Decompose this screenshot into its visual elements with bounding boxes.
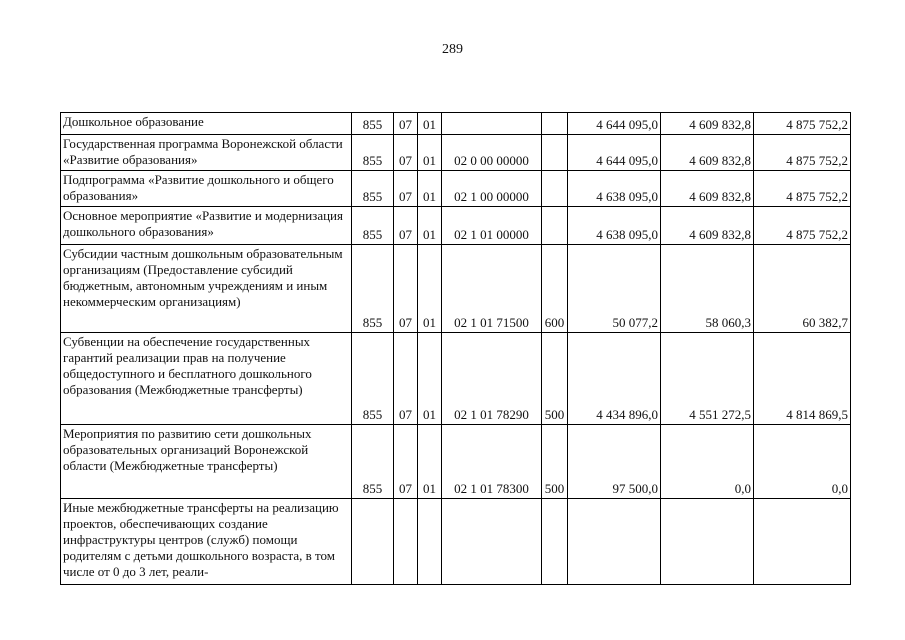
- amount-year2-cell: [661, 499, 754, 585]
- expense-type-cell: [542, 135, 568, 171]
- grbs-code-cell: 855: [352, 171, 394, 207]
- row-name-cell: Мероприятия по развитию сети дошкольных образовательных организаций Воронежской области (Межбюджетные трансферты): [61, 425, 352, 499]
- grbs-code-cell: 855: [352, 113, 394, 135]
- row-name-cell: Дошкольное образование: [61, 113, 352, 135]
- subsection-code-cell: [418, 499, 442, 585]
- table-row: [61, 425, 851, 499]
- amount-year3-cell: 4 875 752,2: [754, 171, 851, 207]
- target-article-cell: 02 1 01 78290: [442, 333, 542, 425]
- amount-year3-cell: 4 875 752,2: [754, 207, 851, 245]
- grbs-code-cell: 855: [352, 207, 394, 245]
- row-name-cell: Основное мероприятие «Развитие и модернизация дошкольного образования»: [61, 207, 352, 245]
- amount-year1-cell: 4 644 095,0: [568, 135, 661, 171]
- grbs-code-cell: 855: [352, 245, 394, 333]
- subsection-code-cell: 01: [418, 333, 442, 425]
- amount-year2-cell: 4 609 832,8: [661, 113, 754, 135]
- section-code-cell: 07: [394, 113, 418, 135]
- expense-type-cell: [542, 113, 568, 135]
- amount-year3-cell: 4 875 752,2: [754, 135, 851, 171]
- section-code-cell: 07: [394, 245, 418, 333]
- amount-year1-cell: [568, 499, 661, 585]
- subsection-code-cell: 01: [418, 207, 442, 245]
- table-row: [61, 135, 851, 171]
- amount-year3-cell: 4 814 869,5: [754, 333, 851, 425]
- amount-year3-cell: 0,0: [754, 425, 851, 499]
- subsection-code-cell: 01: [418, 425, 442, 499]
- target-article-cell: [442, 499, 542, 585]
- amount-year2-cell: 0,0: [661, 425, 754, 499]
- row-name-cell: Субсидии частным дошкольным образовательным организациям (Предоставление субсидий бюджетным, автономным учреждениям и иным некоммерческим организациям): [61, 245, 352, 333]
- section-code-cell: 07: [394, 171, 418, 207]
- amount-year1-cell: 50 077,2: [568, 245, 661, 333]
- grbs-code-cell: [352, 499, 394, 585]
- expense-type-cell: 500: [542, 333, 568, 425]
- section-code-cell: 07: [394, 135, 418, 171]
- table-row: [61, 113, 851, 135]
- amount-year2-cell: 4 609 832,8: [661, 207, 754, 245]
- target-article-cell: 02 0 00 00000: [442, 135, 542, 171]
- expense-type-cell: [542, 499, 568, 585]
- expense-type-cell: 500: [542, 425, 568, 499]
- table-row: [61, 333, 851, 425]
- budget-table: [60, 112, 851, 585]
- amount-year2-cell: 4 551 272,5: [661, 333, 754, 425]
- subsection-code-cell: 01: [418, 171, 442, 207]
- row-name-cell: Подпрограмма «Развитие дошкольного и общего образования»: [61, 171, 352, 207]
- table-row: [61, 207, 851, 245]
- amount-year3-cell: [754, 499, 851, 585]
- row-name-cell: Субвенции на обеспечение государственных гарантий реализации прав на получение общедоступного и бесплатного дошкольного образования (Межбюджетные трансферты): [61, 333, 352, 425]
- amount-year2-cell: 4 609 832,8: [661, 135, 754, 171]
- amount-year3-cell: 4 875 752,2: [754, 113, 851, 135]
- expense-type-cell: [542, 171, 568, 207]
- grbs-code-cell: 855: [352, 425, 394, 499]
- section-code-cell: 07: [394, 425, 418, 499]
- amount-year1-cell: 4 638 095,0: [568, 171, 661, 207]
- row-name-cell: Иные межбюджетные трансферты на реализацию проектов, обеспечивающих создание инфраструктуры центров (служб) помощи родителям с детьми дошкольного возраста, в том числе от 0 до 3 лет, реали-: [61, 499, 352, 585]
- expense-type-cell: [542, 207, 568, 245]
- section-code-cell: 07: [394, 333, 418, 425]
- subsection-code-cell: 01: [418, 245, 442, 333]
- table-row: [61, 171, 851, 207]
- amount-year2-cell: 58 060,3: [661, 245, 754, 333]
- amount-year2-cell: 4 609 832,8: [661, 171, 754, 207]
- target-article-cell: [442, 113, 542, 135]
- grbs-code-cell: 855: [352, 135, 394, 171]
- target-article-cell: 02 1 01 00000: [442, 207, 542, 245]
- section-code-cell: [394, 499, 418, 585]
- expense-type-cell: 600: [542, 245, 568, 333]
- grbs-code-cell: 855: [352, 333, 394, 425]
- subsection-code-cell: 01: [418, 113, 442, 135]
- target-article-cell: 02 1 01 71500: [442, 245, 542, 333]
- amount-year1-cell: 4 434 896,0: [568, 333, 661, 425]
- amount-year1-cell: 4 638 095,0: [568, 207, 661, 245]
- row-name-cell: Государственная программа Воронежской области «Развитие образования»: [61, 135, 352, 171]
- table-row: [61, 245, 851, 333]
- amount-year1-cell: 97 500,0: [568, 425, 661, 499]
- target-article-cell: 02 1 00 00000: [442, 171, 542, 207]
- target-article-cell: 02 1 01 78300: [442, 425, 542, 499]
- amount-year1-cell: 4 644 095,0: [568, 113, 661, 135]
- subsection-code-cell: 01: [418, 135, 442, 171]
- table-row: [61, 499, 851, 585]
- amount-year3-cell: 60 382,7: [754, 245, 851, 333]
- section-code-cell: 07: [394, 207, 418, 245]
- page-number: 289: [442, 42, 463, 57]
